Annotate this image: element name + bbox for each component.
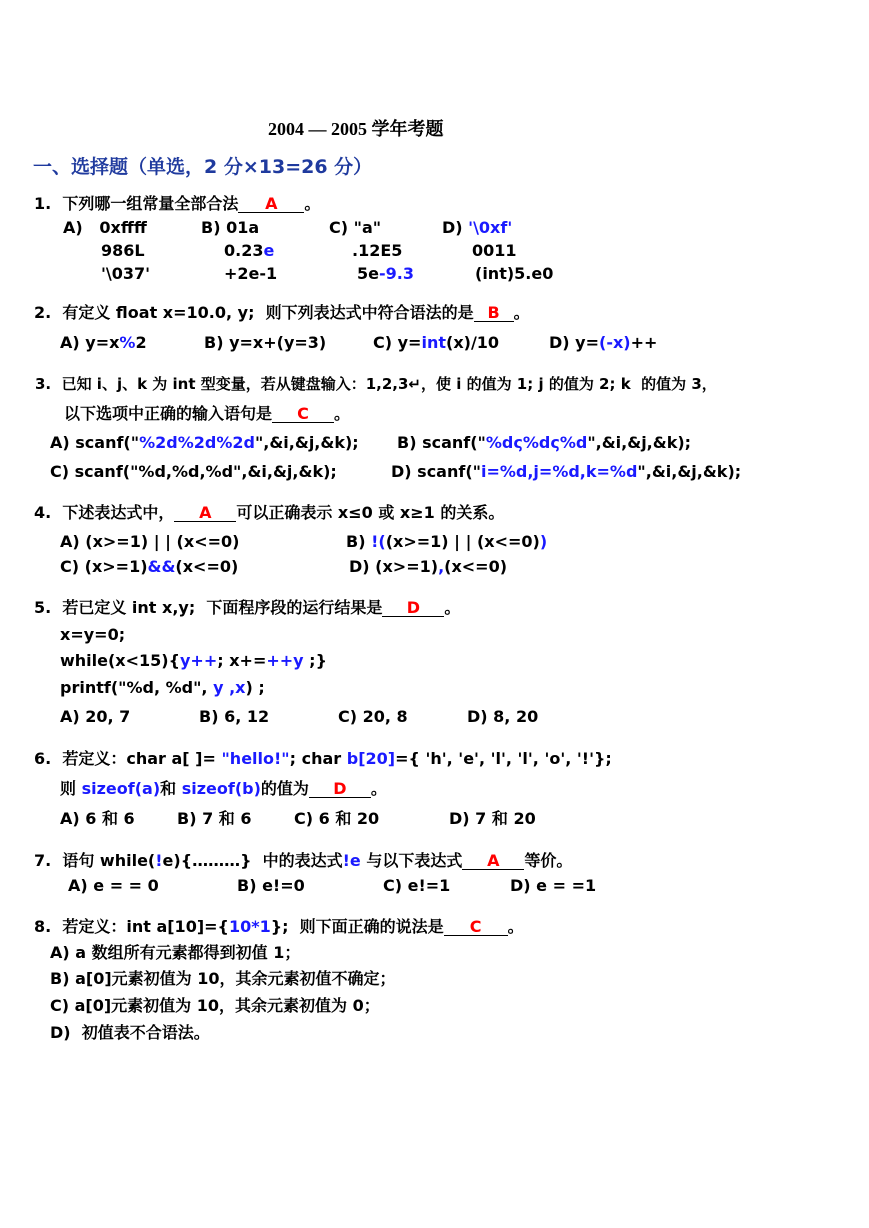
q1-a-const-2: 986L [101, 241, 145, 260]
question-3-stem-line-2: 以下选项中正确的输入语句是 C 。 [64, 404, 351, 423]
q1-option-d: D) '\0xf' [442, 218, 513, 237]
q7-option-b: B) e!=0 [237, 876, 305, 895]
question-6-answer: D [309, 780, 371, 798]
section-heading: 一、选择题（单选，2 分×13=26 分） [33, 156, 373, 178]
question-7-answer: A [462, 852, 524, 870]
q2-option-c: C) y=int(x)/10 [373, 333, 500, 352]
q1-c-const-2: .12E5 [352, 241, 403, 260]
q2-option-b: B) y=x+(y=3) [204, 333, 327, 352]
q6-option-b: B) 7 和 6 [177, 809, 252, 828]
q8-option-a: A) a 数组所有元素都得到初值 1； [50, 943, 301, 962]
q5-code-line-3: printf("%d, %d", y ,x) ; [60, 678, 265, 697]
question-3-answer: C [272, 405, 334, 423]
q1-option-b: B) 01a [201, 218, 260, 237]
q1-d-const-3: (int)5.e0 [475, 264, 554, 283]
q2-option-a: A) y=x%2 [60, 333, 147, 352]
q4-option-b: B) !((x>=1) | | (x<=0)) [346, 532, 548, 551]
question-5-stem: 5. 若已定义 int x,y; 下面程序段的运行结果是 D 。 [34, 598, 461, 617]
q1-d-const-2: 0011 [472, 241, 517, 260]
question-3-stem-line-1: 3. 已知 i、j、k 为 int 型变量，若从键盘输入：1,2,3↵，使 i 的值为 1; j 的值为 2; k 的值为 3， [35, 375, 717, 393]
q1-a-const-3: '\037' [101, 264, 151, 283]
question-4-answer: A [174, 504, 236, 522]
q5-option-b: B) 6, 12 [199, 707, 270, 726]
q1-option-a: A) 0xffff [63, 218, 147, 237]
q3-option-b: B) scanf("%dς%dς%d",&i,&j,&k); [397, 433, 692, 452]
q7-option-d: D) e = =1 [510, 876, 597, 895]
q4-option-d: D) (x>=1),(x<=0) [349, 557, 508, 576]
question-6-line-2: 则 sizeof(a)和 sizeof(b)的值为 D 。 [60, 779, 387, 798]
q5-code-line-2: while(x<15){y++; x+=++y ;} [60, 651, 327, 670]
question-8-stem: 8. 若定义：int a[10]={10*1}; 则下面正确的说法是 C 。 [34, 917, 524, 936]
q1-b-const-3: +2e-1 [224, 264, 278, 283]
q3-option-a: A) scanf("%2d%2d%2d",&i,&j,&k); [50, 433, 359, 452]
q2-option-d: D) y=(-x)++ [549, 333, 658, 352]
question-8-answer: C [444, 918, 508, 936]
q8-option-c: C) a[0]元素初值为 10，其余元素初值为 0； [50, 996, 380, 1015]
q5-option-c: C) 20, 8 [338, 707, 408, 726]
question-1-answer: A [238, 195, 304, 213]
q1-c-const-3: 5e-9.3 [357, 264, 414, 283]
question-2-answer: B [474, 304, 514, 322]
q7-option-a: A) e = = 0 [68, 876, 159, 895]
q4-option-a: A) (x>=1) | | (x<=0) [60, 532, 240, 551]
q6-option-a: A) 6 和 6 [60, 809, 135, 828]
question-6-line-1: 6. 若定义：char a[ ]= "hello!"; char b[20]={ 'h', 'e', 'l', 'l', 'o', '!'}; [34, 749, 612, 768]
q7-option-c: C) e!=1 [383, 876, 451, 895]
q8-option-d: D) 初值表不合语法。 [50, 1023, 210, 1042]
q1-b-const-2: 0.23e [224, 241, 275, 260]
q3-option-c: C) scanf("%d,%d,%d",&i,&j,&k); [50, 462, 337, 481]
question-4-stem: 4. 下述表达式中， A 可以正确表示 x≤0 或 x≥1 的关系。 [34, 503, 505, 522]
q6-option-c: C) 6 和 20 [294, 809, 380, 828]
question-7-stem: 7. 语句 while(!e){………} 中的表达式!e 与以下表达式 A 等价。 [34, 851, 573, 870]
question-2-stem: 2. 有定义 float x=10.0, y; 则下列表达式中符合语法的是 B 。 [34, 303, 530, 322]
q4-option-c: C) (x>=1)&&(x<=0) [60, 557, 239, 576]
page-title: 2004 — 2005 学年考题 [268, 119, 444, 139]
question-5-answer: D [382, 599, 444, 617]
question-1-stem: 1. 下列哪一组常量全部合法 A 。 [34, 194, 321, 213]
q3-option-d: D) scanf("i=%d,j=%d,k=%d",&i,&j,&k); [391, 462, 742, 481]
q6-option-d: D) 7 和 20 [449, 809, 536, 828]
q5-code-line-1: x=y=0; [60, 625, 126, 644]
q8-option-b: B) a[0]元素初值为 10，其余元素初值不确定； [50, 969, 396, 988]
q1-option-c: C) "a" [329, 218, 382, 237]
q5-option-d: D) 8, 20 [467, 707, 539, 726]
q5-option-a: A) 20, 7 [60, 707, 131, 726]
